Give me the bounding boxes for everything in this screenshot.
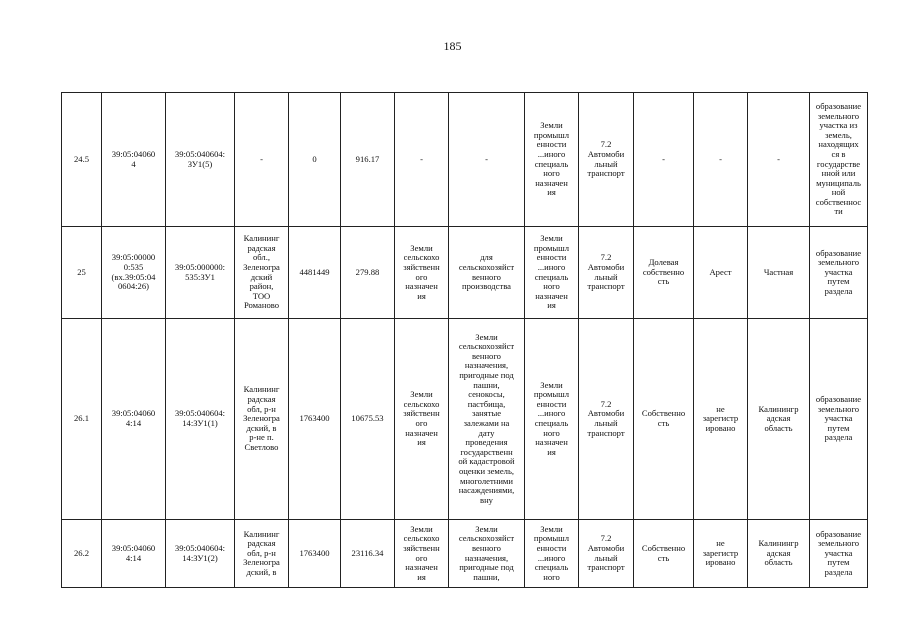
new-land-category-cell xyxy=(525,319,579,520)
permitted-use-text: для сельскохозяйст венного производства xyxy=(458,252,515,292)
permitted-use-text: Земли сельскохозяйст венного назначения, пригодные под пашни, сенокосы, пастбища, занятые залежами на дату проведения государственн ой кадастровой оценки земель, многолетними насаждениями, вну xyxy=(458,331,515,505)
new-land-category-text: Земли промышл енности ...иного специаль ного назначен ия xyxy=(533,379,570,457)
source-area-cell xyxy=(289,319,341,520)
location-cell xyxy=(235,93,289,227)
land-category-text: - xyxy=(420,153,423,164)
right-type-text: - xyxy=(662,153,665,164)
formation-method-text: образование земельного участка путем раздела xyxy=(815,247,862,296)
formation-method-cell xyxy=(810,93,868,227)
encumbrance-text: не зарегистр ировано xyxy=(702,403,739,433)
ownership-form-text: - xyxy=(777,153,780,164)
table-row xyxy=(62,319,868,520)
location-cell xyxy=(235,319,289,520)
ownership-form-cell xyxy=(748,520,810,588)
location-text: Калининг радская обл, р-н Зеленогра дский, в р-не п. Светлово xyxy=(243,384,280,452)
new-land-category-cell xyxy=(525,93,579,227)
encumbrance-cell xyxy=(694,227,748,319)
encumbrance-cell xyxy=(694,520,748,588)
new-land-category-cell xyxy=(525,227,579,319)
row-number-text: 26.2 xyxy=(73,547,90,558)
land-category-text: Земли сельскохо зяйственн ого назначен ия xyxy=(403,523,440,582)
new-area-cell xyxy=(341,319,395,520)
encumbrance-cell xyxy=(694,93,748,227)
land-category-cell xyxy=(395,227,449,319)
new-land-category-text: Земли промышл енности ...иного специаль ного назначен ия xyxy=(533,120,570,198)
right-type-text: Долевая собственно сть xyxy=(642,257,685,287)
plot-designation-cell xyxy=(166,520,235,588)
source-area-text: 1763400 xyxy=(299,547,330,558)
location-cell xyxy=(235,227,289,319)
land-category-text: Земли сельскохо зяйственн ого назначен ия xyxy=(403,389,440,448)
row-number-text: 25 xyxy=(77,266,86,277)
new-land-category-text: Земли промышл енности ...иного специаль ного xyxy=(533,523,570,582)
source-cadastral-number-cell xyxy=(102,227,166,319)
new-permitted-use-text: 7.2 Автомоби льный транспорт xyxy=(587,398,625,438)
table-row xyxy=(62,93,868,227)
permitted-use-cell xyxy=(449,520,525,588)
ownership-form-text: Калинингр адская область xyxy=(758,403,799,433)
formation-method-text: образование земельного участка путем раздела xyxy=(815,528,862,577)
land-category-cell xyxy=(395,319,449,520)
location-text: Калининг радская обл., Зеленогра дский район, ТОО Романово xyxy=(243,233,280,311)
page-number: 185 xyxy=(443,39,462,53)
source-cadastral-number-cell xyxy=(102,93,166,227)
new-area-text: 10675.53 xyxy=(351,413,384,424)
right-type-cell xyxy=(634,227,694,319)
ownership-form-cell xyxy=(748,319,810,520)
row-number-cell xyxy=(62,93,102,227)
formation-method-cell xyxy=(810,520,868,588)
source-area-cell xyxy=(289,520,341,588)
new-area-text: 23116.34 xyxy=(351,547,384,558)
formation-method-text: образование земельного участка путем раздела xyxy=(815,394,862,443)
source-cadastral-number-text: 39:05:04060 4:14 xyxy=(111,542,156,563)
source-cadastral-number-cell xyxy=(102,319,166,520)
row-number-text: 26.1 xyxy=(73,413,90,424)
formation-method-cell xyxy=(810,227,868,319)
source-area-cell xyxy=(289,227,341,319)
source-cadastral-number-text: 39:05:04060 4 xyxy=(111,148,156,169)
location-cell xyxy=(235,520,289,588)
new-area-text: 916.17 xyxy=(355,153,380,164)
right-type-text: Собственно сть xyxy=(641,408,686,428)
land-category-cell xyxy=(395,93,449,227)
land-category-text: Земли сельскохо зяйственн ого назначен ия xyxy=(403,242,440,301)
plot-designation-cell xyxy=(166,93,235,227)
ownership-form-text: Калинингр адская область xyxy=(758,538,799,568)
plot-designation-text: 39:05:040604: 14:ЗУ1(2) xyxy=(174,542,226,563)
encumbrance-text: Арест xyxy=(709,266,732,277)
plot-designation-cell xyxy=(166,227,235,319)
encumbrance-cell xyxy=(694,319,748,520)
right-type-cell xyxy=(634,520,694,588)
source-cadastral-number-text: 39:05:00000 0:535 (вх.39:05:04 0604:26) xyxy=(111,252,156,292)
new-permitted-use-cell xyxy=(579,93,634,227)
ownership-form-text: Частная xyxy=(763,266,794,277)
encumbrance-text: - xyxy=(719,153,722,164)
new-permitted-use-cell xyxy=(579,520,634,588)
right-type-cell xyxy=(634,319,694,520)
formation-method-cell xyxy=(810,319,868,520)
new-permitted-use-text: 7.2 Автомоби льный транспорт xyxy=(587,139,625,179)
source-area-text: 1763400 xyxy=(299,413,330,424)
new-land-category-cell xyxy=(525,520,579,588)
new-land-category-text: Земли промышл енности ...иного специаль ного назначен ия xyxy=(533,233,570,311)
formation-method-text: образование земельного участка из земель, находящих ся в государстве нной или муниципаль ной собственнос ти xyxy=(815,100,862,217)
permitted-use-cell xyxy=(449,93,525,227)
new-permitted-use-text: 7.2 Автомоби льный транспорт xyxy=(587,252,625,292)
source-area-text: 0 xyxy=(312,153,317,164)
row-number-cell xyxy=(62,520,102,588)
ownership-form-cell xyxy=(748,93,810,227)
permitted-use-text: - xyxy=(485,153,488,164)
location-text: Калининг радская обл, р-н Зеленогра дский, в xyxy=(243,528,280,577)
table-row xyxy=(62,520,868,588)
new-area-cell xyxy=(341,93,395,227)
row-number-text: 24.5 xyxy=(73,153,90,164)
right-type-cell xyxy=(634,93,694,227)
plot-designation-text: 39:05:040604: 14:ЗУ1(1) xyxy=(174,408,226,428)
source-area-text: 4481449 xyxy=(299,266,330,277)
plot-designation-cell xyxy=(166,319,235,520)
plot-designation-text: 39:05:000000: 535:ЗУ1 xyxy=(174,261,226,282)
source-area-cell xyxy=(289,93,341,227)
table-body xyxy=(62,93,868,588)
new-area-cell xyxy=(341,520,395,588)
new-permitted-use-text: 7.2 Автомоби льный транспорт xyxy=(587,533,625,573)
new-permitted-use-cell xyxy=(579,227,634,319)
plot-designation-text: 39:05:040604: ЗУ1(5) xyxy=(174,148,226,169)
land-category-cell xyxy=(395,520,449,588)
row-number-cell xyxy=(62,227,102,319)
new-area-cell xyxy=(341,227,395,319)
land-plots-table xyxy=(61,92,868,588)
row-number-cell xyxy=(62,319,102,520)
ownership-form-cell xyxy=(748,227,810,319)
source-cadastral-number-text: 39:05:04060 4:14 xyxy=(111,408,156,428)
new-permitted-use-cell xyxy=(579,319,634,520)
permitted-use-cell xyxy=(449,227,525,319)
permitted-use-cell xyxy=(449,319,525,520)
table-row xyxy=(62,227,868,319)
source-cadastral-number-cell xyxy=(102,520,166,588)
new-area-text: 279.88 xyxy=(355,266,380,277)
encumbrance-text: не зарегистр ировано xyxy=(702,538,739,568)
location-text: - xyxy=(260,153,263,164)
right-type-text: Собственно сть xyxy=(641,542,686,563)
permitted-use-text: Земли сельскохозяйст венного назначения, пригодные под пашни, xyxy=(458,523,515,582)
